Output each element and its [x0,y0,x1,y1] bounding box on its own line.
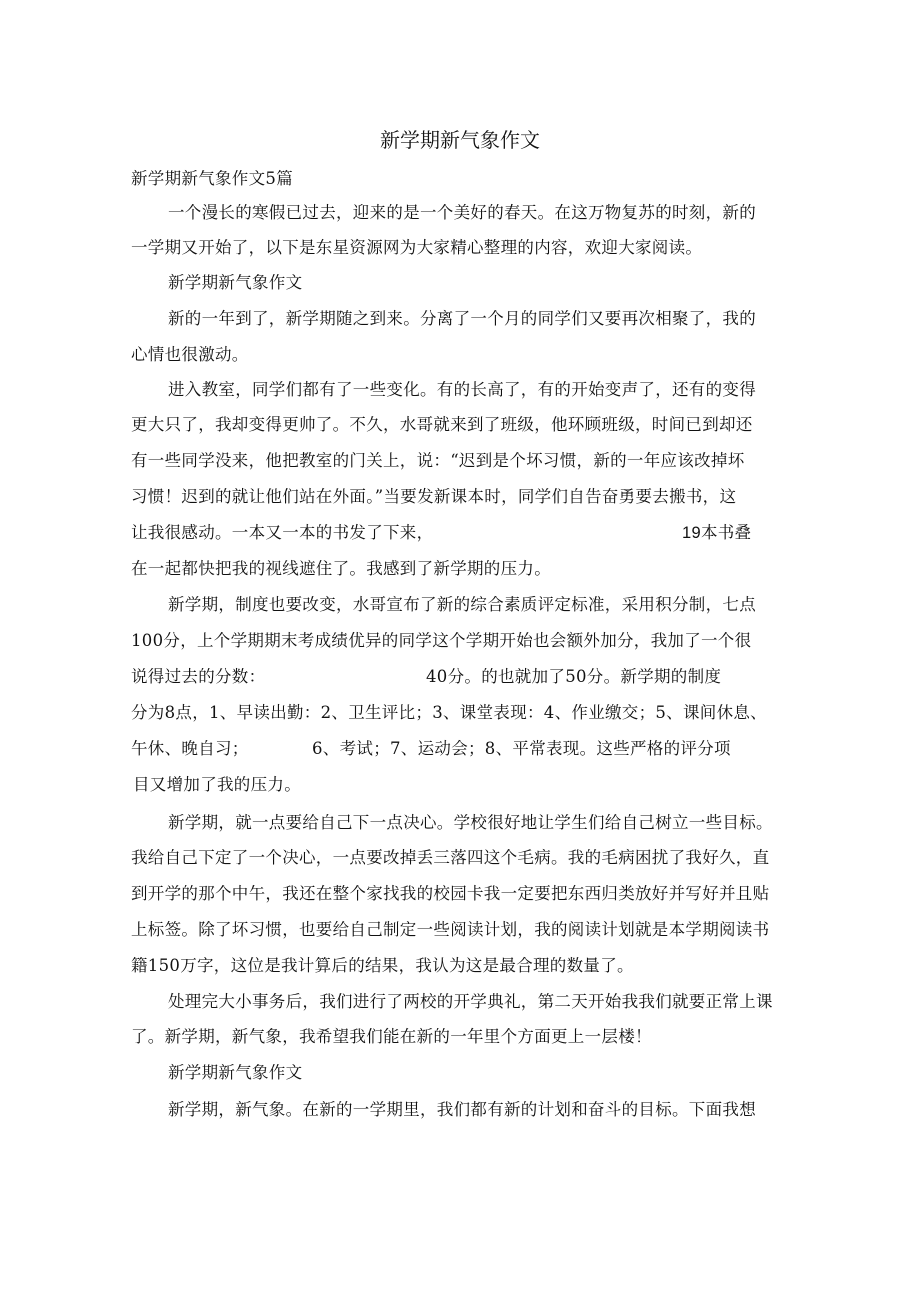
text-line: 一个漫长的寒假已过去，迎来的是一个美好的春天。在这万物复苏的时刻，新的 [168,203,756,222]
text-line: 进入教室，同学们都有了一些变化。有的长高了，有的开始变声了，还有的变得 [168,380,756,399]
text-line: 上标签。除了坏习惯，也要给自己制定一些阅读计划，我的阅读计划就是本学期阅读书 [131,920,770,939]
text-line: 到开学的那个中午，我还在整个家找我的校园卡我一定要把东西归类放好并写好并且贴 [131,884,770,903]
text-line: 在一起都快把我的视线遮住了。我感到了新学期的压力。 [131,559,551,578]
text-line: 100分，上个学期期末考成绩优异的同学这个学期开始也会额外加分，我加了一个很 [131,631,752,650]
text-line: 分为8点，1、早读出勤：2、卫生评比；3、课堂表现：4、作业缴交；5、课间休息、 [131,703,767,722]
text-line: 新学期，就一点要给自己下一点决心。学校很好地让学生们给自己树立一些目标。 [168,813,773,832]
text-fragment: 6、考试；7、运动会；8、平常表现。这些严格的评分项 [312,739,731,758]
page-title: 新学期新气象作文 [380,128,540,152]
text-line: 新学期，制度也要改变，水哥宣布了新的综合素质评定标准，采用积分制，七点 [168,595,756,614]
text-line: 处理完大小事务后，我们进行了两校的开学典礼，第二天开始我我们就要正常上课 [168,992,773,1011]
text-line: 新学期，新气象。在新的一学期里，我们都有新的计划和奋斗的目标。下面我想 [168,1100,756,1119]
text-line: 让我很感动。一本又一本的书发了下来， [131,523,434,542]
text-line: 说得过去的分数： [131,667,266,686]
text-line: 一学期又开始了，以下是东星资源网为大家精心整理的内容，欢迎大家阅读。 [131,238,703,257]
text-line: 更大只了，我却变得更帅了。不久，水哥就来到了班级，他环顾班级，时间已到却还 [131,415,753,434]
section-heading: 新学期新气象作文 [168,1063,303,1082]
text-line: 有一些同学没来，他把教室的门关上，说：“迟到是个坏习惯，新的一年应该改掉坏 [131,451,745,470]
text-fragment: 40分。的也就加了50分。新学期的制度 [426,667,722,686]
text-line: 了。新学期，新气象，我希望我们能在新的一年里个方面更上一层楼！ [131,1027,652,1046]
text-line: 午休、晚自习； [131,739,249,758]
text-fragment: 19本书叠 [682,524,752,542]
text-line: 目又增加了我的压力。 [133,775,301,794]
section-heading: 新学期新气象作文 [168,273,303,292]
text-line: 习惯！迟到的就让他们站在外面。”当要发新课本时，同学们自告奋勇要去搬书，这 [131,487,737,506]
text-line: 我给自己下定了一个决心，一点要改掉丢三落四这个毛病。我的毛病困扰了我好久，直 [131,848,770,867]
text-line: 心情也很激动。 [131,345,249,364]
subtitle-line: 新学期新气象作文5篇 [131,169,293,188]
text-line: 籍150万字，这位是我计算后的结果，我认为这是最合理的数量了。 [131,956,634,975]
text-line: 新的一年到了，新学期随之到来。分离了一个月的同学们又要再次相聚了，我的 [168,309,756,328]
